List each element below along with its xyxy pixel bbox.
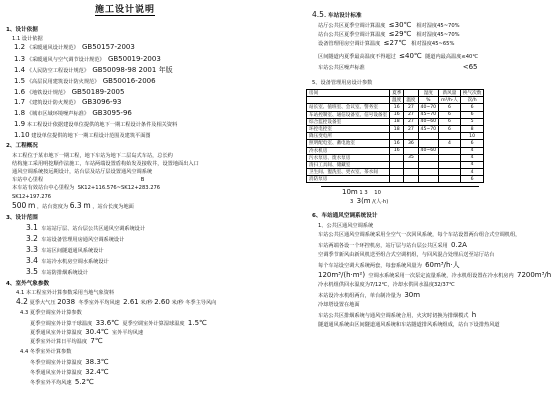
table-cell: 18	[390, 118, 404, 125]
spec-item: 1.7 《建筑设计防火规范》 GB3096-93	[14, 98, 122, 106]
table-cell	[418, 176, 439, 183]
room-parameters-table	[306, 89, 484, 183]
table-cell	[404, 176, 418, 183]
table-header-cell: 次/h	[460, 97, 483, 104]
table-cell: 40~60	[418, 147, 439, 154]
table-row	[307, 154, 484, 161]
section-6-title: 6、车站通风空调系统设计	[312, 213, 378, 219]
standard-row: 设备管理用房空调计算温度 ≤27℃ 相对湿度45~65%	[318, 39, 455, 47]
overview-line: 本工程位于某市地下一期工程，地下车站为地下二层岛式车站，总长约	[12, 153, 173, 159]
table-cell: 4	[439, 140, 461, 147]
table-cell: 8	[460, 125, 483, 132]
table-cell: 综合监控设备室	[307, 118, 390, 125]
table-row	[307, 147, 484, 154]
table-cell: 消防泵房	[307, 176, 390, 183]
table-cell	[390, 154, 404, 161]
table-cell	[439, 147, 461, 154]
table-cell: 6	[460, 104, 483, 111]
table-cell: 6	[439, 104, 461, 111]
standard-row: 站台公共区夏季空调计算温度 ≤29℃ 相对湿度45~70%	[318, 30, 460, 38]
table-cell: 16	[390, 111, 404, 118]
overview-line: 通风空调系统按远期设计，站台层及站厅层设置通风空调系统	[12, 169, 153, 175]
table-cell: 27	[404, 125, 418, 132]
paragraph-line: 120m³/(h·m²) 空调水系统采用一次泵定流量系统，冷水机组设置在冷水机房内 7200m³/h	[318, 271, 552, 279]
table-row	[307, 161, 484, 168]
overview-line: 车站中心里程 B	[12, 177, 145, 183]
spec-item: 1.5 《高层民用建筑设计防火规范》 GB50016-2006	[14, 77, 156, 85]
dimension-line	[321, 186, 479, 187]
table-cell: 45~70	[418, 111, 439, 118]
scope-item: 3.1 车站站厅层、站台层公共区通风空调系统设计	[26, 223, 146, 232]
scope-item: 3.4 车站冷水机房空调水系统设计	[26, 256, 109, 265]
summer-param: 夏季空调室外计算干球温度 33.6℃ 夏季空调室外计算湿球温度 1.5℃	[30, 319, 207, 327]
table-header-cell: m³/h·人	[439, 97, 461, 104]
spec-item: 1.2 《采暖通风设计规范》 GB50157-2003	[14, 43, 135, 51]
table-cell	[418, 140, 439, 147]
table-cell	[404, 133, 418, 140]
paragraph-line: 冷却塔设置在地面	[318, 302, 360, 308]
table-cell: 35	[404, 154, 418, 161]
dimension-text: 3 3(m /(人·h)	[350, 197, 389, 205]
table-header-cell: 温度	[404, 97, 418, 104]
table-cell: 站长室、值班室、会议室、警务室	[307, 104, 390, 111]
table-cell: 16	[390, 147, 404, 154]
mileage-value: SK12+197.276	[12, 194, 52, 200]
spec-item: 1.8 《城市区域环境噪声标准》 GB3095-96	[14, 109, 132, 117]
table-cell: 40~60	[418, 118, 439, 125]
table-cell	[418, 133, 439, 140]
standard-row: 区间隧道内夏季最高温度不得超过 ≤40℃ 隧道内最高温度≤40℃	[318, 52, 479, 60]
table-header-cell: 房间	[307, 90, 390, 97]
table-cell: 环控电控室	[307, 125, 390, 132]
paragraph-line: 空调季节新风由新风机送至组合式空调机组，与回风混合处理后送至站厅站台	[318, 252, 495, 258]
table-row	[307, 125, 484, 132]
table-cell	[404, 147, 418, 154]
table-cell	[418, 161, 439, 168]
room-table-title: 5、设备管理用房设计参数	[312, 80, 373, 86]
table-cell: 6	[460, 140, 483, 147]
table-cell: 27	[404, 111, 418, 118]
summer-params-title: 4.3 夏季空调室外计算参数	[20, 310, 82, 316]
table-cell	[390, 176, 404, 183]
paragraph-line: 车站公共区排烟系统与通风空调系统合用，火灾时切换为排烟模式 h	[318, 311, 477, 319]
table-cell	[439, 133, 461, 140]
spec-item: 1.10 建设单位提供的地下一期工程设计范围及建筑平面图	[14, 131, 151, 139]
table-row	[307, 176, 484, 183]
table-cell	[404, 169, 418, 176]
table-cell	[439, 176, 461, 183]
scope-item: 3.3 车站区间隧道通风系统设计	[26, 245, 104, 254]
table-row	[307, 111, 484, 118]
table-row	[307, 104, 484, 111]
table-cell: 45~70	[418, 125, 439, 132]
table-cell: 4	[460, 154, 483, 161]
dimension-text: 10m 1 3 10	[342, 188, 381, 196]
table-cell	[390, 133, 404, 140]
section-45-title: 4.5. 车站设计标准	[312, 10, 362, 19]
winter-params-title: 4.4 冬季室外计算参数	[20, 349, 72, 355]
table-cell: 36	[404, 140, 418, 147]
section-1-title: 1、设计依据	[6, 27, 38, 33]
paragraph-line: 冷水机组供回水温度为7/12℃，冷却水供回水温度32/37℃	[318, 282, 455, 288]
table-cell: 40~70	[418, 104, 439, 111]
table-cell	[390, 169, 404, 176]
paragraph-line: 车站两端各设一个环控机房，站厅层与站台层公共区采用 0.2A	[318, 241, 467, 249]
table-cell	[439, 169, 461, 176]
table-cell: 6	[460, 176, 483, 183]
winter-param: 冬季通风室外计算温度 32.4℃	[30, 368, 109, 376]
section-1-sub: 1.1 设计依据	[12, 36, 43, 42]
paragraph-line: 本站设冷水机组两台，单台制冷量为 30m	[318, 291, 421, 299]
table-cell: 16	[390, 104, 404, 111]
table-row	[307, 169, 484, 176]
overview-line: 结构施工采用明挖顺作法施工，车站两端设置盾构始发及接收井，设置地面出入口	[12, 161, 199, 167]
table-row	[307, 133, 484, 140]
page-title: 施工设计说明	[95, 2, 155, 16]
table-cell: 冷水机房	[307, 147, 390, 154]
spec-item: 1.4 《人民防空工程设计规范》 GB50098-98 2001 年版	[14, 66, 173, 74]
scope-item: 3.2 车站设备管理用房通风空调系统设计	[26, 234, 125, 243]
table-cell: 4	[460, 161, 483, 168]
table-cell: 18	[390, 125, 404, 132]
summer-param: 夏季通风室外计算温度 30.4℃ 室外平均风速	[30, 328, 144, 336]
table-header-cell: 换气次数	[460, 90, 483, 97]
paragraph-line: 每个车站设空调大系统两套，每套系统风量为 60m³/h·人	[318, 261, 460, 269]
table-cell: 车站控制室、通信设备室、信号设备室	[307, 111, 390, 118]
section-4-sub: 4.1 本工程室外计算参数采用当地气象资料	[16, 290, 115, 296]
winter-param: 冬季室外平均风速 5.2℃	[30, 378, 94, 386]
table-cell: 4	[460, 147, 483, 154]
table-cell: 降压变电所	[307, 133, 390, 140]
section-2-title: 2、工程概况	[6, 143, 38, 149]
table-header-cell: %	[418, 97, 439, 104]
table-cell: 27	[404, 104, 418, 111]
paragraph-line: 车站公共区通风空调系统采用全空气一次回风系统，每个车站设置两台组合式空调机组，	[318, 232, 521, 238]
table-cell: 10	[460, 133, 483, 140]
table-header-cell	[404, 90, 418, 97]
table-row	[307, 140, 484, 147]
spec-item: 1.6 《地铁设计规范》 GB50189-2005	[14, 88, 125, 96]
platform-dimensions: 500 m ，站台宽度为 6.3 m ，站台长度为地面	[12, 201, 134, 210]
spec-item: 1.3 《采暖通风与空气调节设计规范》 GB50019-2003	[14, 55, 161, 63]
paragraph-line: 隧道通风系统由区间隧道通风系统和车站隧道排风系统组成，站台下设排热风道	[318, 322, 500, 328]
table-header-row	[307, 90, 484, 97]
table-header-cell	[307, 97, 390, 104]
table-header-cell: 温度	[390, 97, 404, 104]
table-cell: 5	[460, 118, 483, 125]
table-cell: 6	[439, 111, 461, 118]
table-cell	[418, 169, 439, 176]
table-subheader-row	[307, 97, 484, 104]
table-header-cell: 湿度	[418, 90, 439, 97]
overview-line: 本车站有效站台中心里程为 SK12+116.576~SK12+283.276	[12, 185, 161, 191]
standard-row: 站厅公共区夏季空调计算温度 ≤30℃ 相对湿度45~70%	[318, 21, 460, 29]
table-cell: 27	[404, 118, 418, 125]
spec-item: 1.9 本工程设计依据建设单位提供的地下一期工程设计条件及相关资料	[14, 120, 178, 128]
scope-item: 3.5 车站防排烟系统设计	[26, 267, 88, 276]
table-cell: 6	[460, 111, 483, 118]
section-61-title: 1、公共区通风空调系统	[318, 223, 374, 229]
table-cell: 6	[439, 125, 461, 132]
table-cell: 16	[390, 140, 404, 147]
table-cell	[418, 154, 439, 161]
pressure-line: 4.2 夏季大气压 2038 冬季室外平均风速 2.61 米/秒 2.60 米/秒 冬季主导风向	[16, 297, 217, 306]
section-4-title: 4、室外气象参数	[6, 281, 50, 287]
table-header-cell: 新风量	[439, 90, 461, 97]
table-cell: 6	[439, 118, 461, 125]
table-cell	[404, 161, 418, 168]
table-cell: 4	[460, 169, 483, 176]
summer-param: 夏季室外计算日平均温度 7℃	[30, 337, 103, 345]
table-cell	[439, 154, 461, 161]
winter-param: 冬季空调室外计算温度 38.3℃	[30, 358, 109, 366]
table-cell: 清扫工具间、储藏室	[307, 161, 390, 168]
table-cell: 照明配电室、蓄电池室	[307, 140, 390, 147]
table-cell: 污水泵房、废水泵房	[307, 154, 390, 161]
table-cell: 卫生间、盥洗室、更衣室、茶水间	[307, 169, 390, 176]
standard-row: 车站公共区噪声标准 <65	[318, 63, 478, 71]
table-row	[307, 118, 484, 125]
table-cell	[439, 161, 461, 168]
table-cell	[390, 161, 404, 168]
section-3-title: 3、设计范围	[6, 215, 38, 221]
table-header-cell: 夏季	[390, 90, 404, 97]
